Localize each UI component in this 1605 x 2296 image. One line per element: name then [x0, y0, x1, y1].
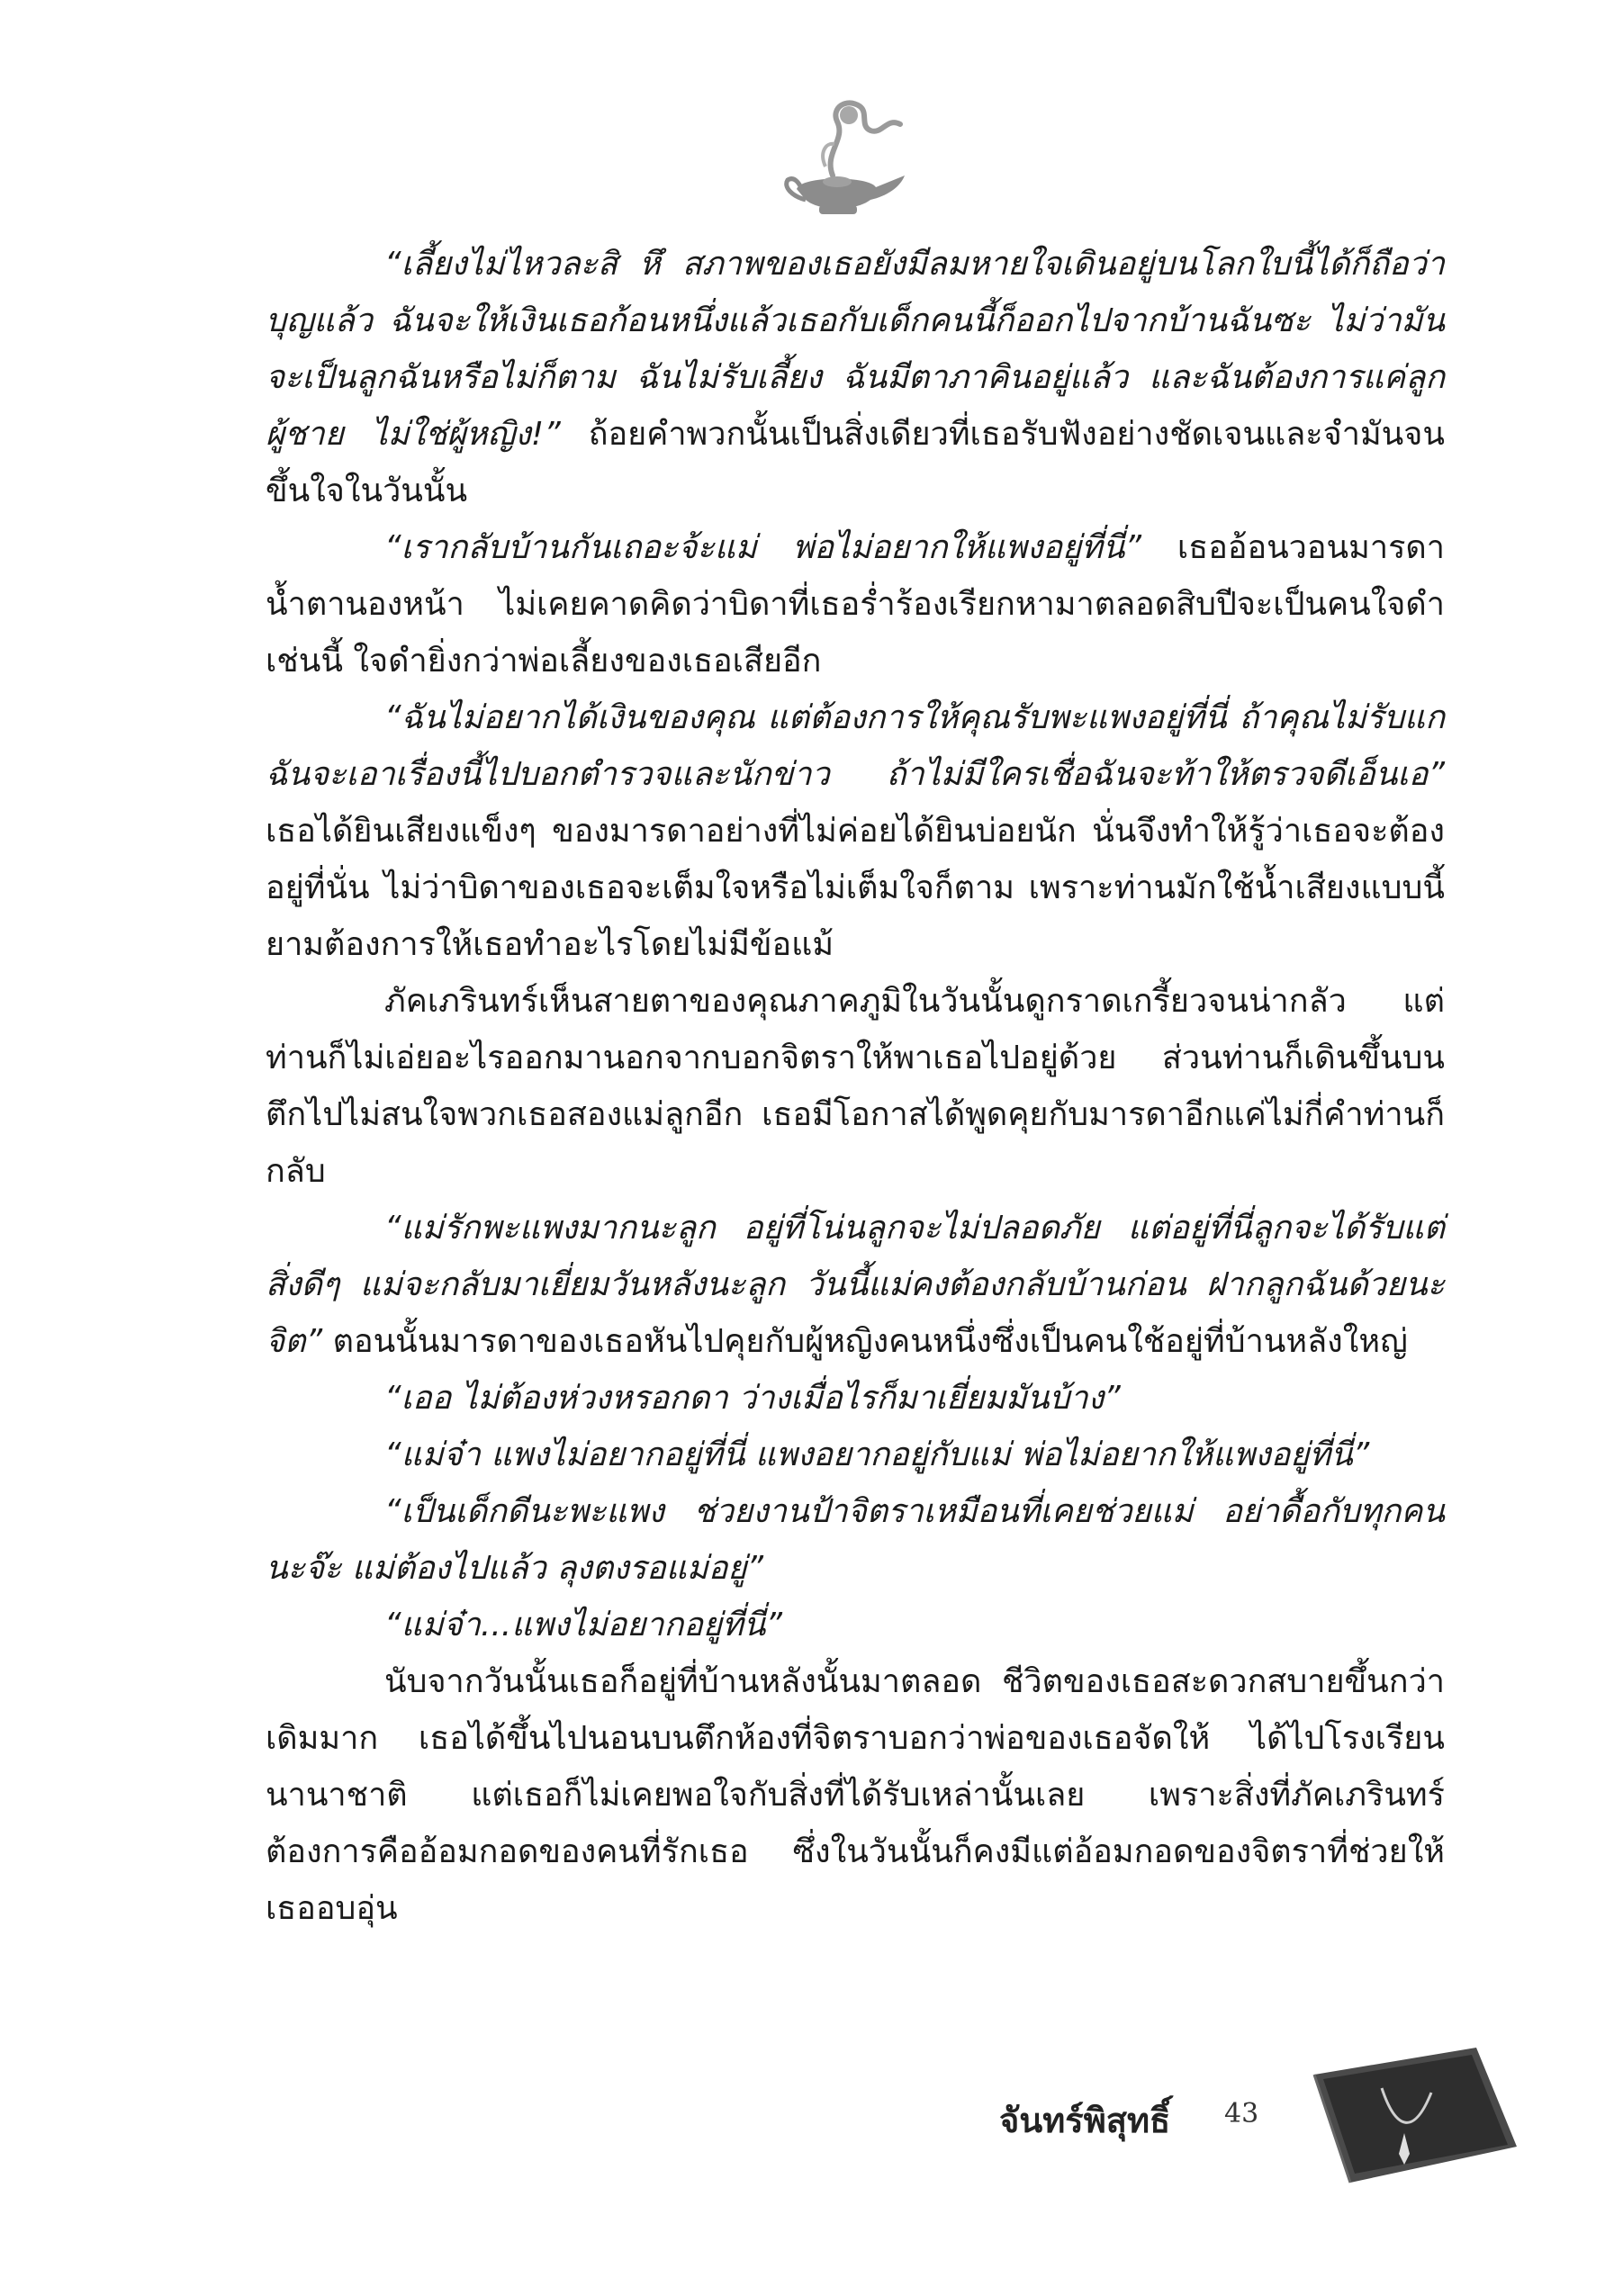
dialogue-quote: “เลี้ยงไม่ไหวละสิ หึ สภาพของเธอยังมีลมหายใจเดินอยู่บนโลกใบนี้ได้ก็ถือว่าบุญแล้ว ฉันจะให้เงินเธอก้อนหนึ่งแล้วเธอกับเด็กคนนี้ก็ออกไปจากบ้านฉันซะ ไม่ว่ามันจะเป็นลูกฉันหรือไม่ก็ตาม ฉันไม่รับเลี้ยง ฉันมีตาภาคินอยู่แล้ว และฉันต้องการแค่ลูกผู้ชาย ไม่ใช่ผู้หญิง!” [266, 246, 1445, 453]
paragraph [266, 1370, 1445, 1427]
paragraph [266, 973, 1445, 1200]
paragraph [266, 519, 1445, 689]
dialogue-quote: “เป็นเด็กดีนะพะแพง ช่วยงานป้าจิตราเหมือนที่เคยช่วยแม่ อย่าดื้อกับทุกคนนะจ๊ะ แม่ต้องไปแล้ว ลุงตงรอแม่อยู่” [266, 1493, 1445, 1587]
paragraph [266, 1597, 1445, 1653]
dialogue-quote: “เรากลับบ้านกันเถอะจ้ะแม่ พ่อไม่อยากให้แพงอยู่ที่นี่” [384, 529, 1142, 566]
body-text [266, 236, 1445, 1937]
paragraph [266, 1483, 1445, 1597]
paragraph [266, 1427, 1445, 1483]
dialogue-quote: “ฉันไม่อยากได้เงินของคุณ แต่ต้องการให้คุณรับพะแพงอยู่ที่นี่ ถ้าคุณไม่รับแก ฉันจะเอาเรื่องนี้ไปบอกตำรวจและนักข่าว ถ้าไม่มีใครเชื่อฉันจะท้าให้ตรวจดีเอ็นเอ” [266, 699, 1445, 793]
dialogue-quote: “แม่จ๋า...แพงไม่อยากอยู่ที่นี่” [384, 1607, 783, 1643]
necklace-box-icon [1296, 2039, 1530, 2192]
paragraph [266, 1200, 1445, 1370]
narration: ตอนนั้นมารดาของเธอหันไปคุยกับผู้หญิงคนหนึ่งซึ่งเป็นคนใช้อยู่ที่บ้านหลังใหญ่ [322, 1323, 1408, 1360]
genie-lamp-icon [770, 90, 914, 225]
narration: ภัคเภรินทร์เห็นสายตาของคุณภาคภูมิในวันนั้นดูกราดเกรี้ยวจนน่ากลัว แต่ท่านก็ไม่เอ่ยอะไรออกมานอกจากบอกจิตราให้พาเธอไปอยู่ด้วย ส่วนท่านก็เดินขึ้นบนตึกไปไม่สนใจพวกเธอสองแม่ลูกอีก เธอมีโอกาสได้พูดคุยกับมารดาอีกแค่ไม่กี่คำท่านก็กลับ [266, 983, 1445, 1190]
narration: เธอได้ยินเสียงแข็งๆ ของมารดาอย่างที่ไม่ค่อยได้ยินบ่อยนัก นั่นจึงทำให้รู้ว่าเธอจะต้องอยู่ที่นั่น ไม่ว่าบิดาของเธอจะเต็มใจหรือไม่เต็มใจก็ตาม เพราะท่านมักใช้น้ำเสียงแบบนี้ยามต้องการให้เธอทำอะไรโดยไม่มีข้อแม้ [266, 813, 1445, 963]
page-footer [999, 2039, 1539, 2201]
dialogue-quote: “เออ ไม่ต้องห่วงหรอกดา ว่างเมื่อไรก็มาเยี่ยมมันบ้าง” [384, 1380, 1121, 1417]
narration: นับจากวันนั้นเธอก็อยู่ที่บ้านหลังนั้นมาตลอด ชีวิตของเธอสะดวกสบายขึ้นกว่าเดิมมาก เธอได้ขึ้นไปนอนบนตึกห้องที่จิตราบอกว่าพ่อของเธอจัดให้ ได้ไปโรงเรียนนานาชาติ แต่เธอก็ไม่เคยพอใจกับสิ่งที่ได้รับเหล่านั้นเลย เพราะสิ่งที่ภัคเภรินทร์ต้องการคืออ้อมกอดของคนที่รักเธอ ซึ่งในวันนั้นก็คงมีแต่อ้อมกอดของจิตราที่ช่วยให้เธออบอุ่น [266, 1663, 1445, 1927]
narration: เธออ้อนวอนมารดาน้ำตานองหน้า ไม่เคยคาดคิดว่าบิดาที่เธอร่ำร้องเรียกหามาตลอดสิบปีจะเป็นคนใจดำเช่นนี้ ใจดำยิ่งกว่าพ่อเลี้ยงของเธอเสียอีก [266, 529, 1445, 680]
paragraph [266, 1653, 1445, 1937]
book-title: จันทร์พิสุทธิ์ [999, 2100, 1171, 2140]
paragraph [266, 689, 1445, 973]
paragraph [266, 236, 1445, 519]
page-number: 43 [1224, 2098, 1259, 2129]
dialogue-quote: “แม่รักพะแพงมากนะลูก อยู่ที่โน่นลูกจะไม่ปลอดภัย แต่อยู่ที่นี่ลูกจะได้รับแต่สิ่งดีๆ แม่จะกลับมาเยี่ยมวันหลังนะลูก วันนี้แม่คงต้องกลับบ้านก่อน ฝากลูกฉันด้วยนะจิต” [266, 1210, 1445, 1360]
dialogue-quote: “แม่จ๋า แพงไม่อยากอยู่ที่นี่ แพงอยากอยู่กับแม่ พ่อไม่อยากให้แพงอยู่ที่นี่” [384, 1436, 1370, 1473]
narration: ถ้อยคำพวกนั้นเป็นสิ่งเดียวที่เธอรับฟังอย่างชัดเจนและจำมันจนขึ้นใจในวันนั้น [266, 416, 1445, 509]
